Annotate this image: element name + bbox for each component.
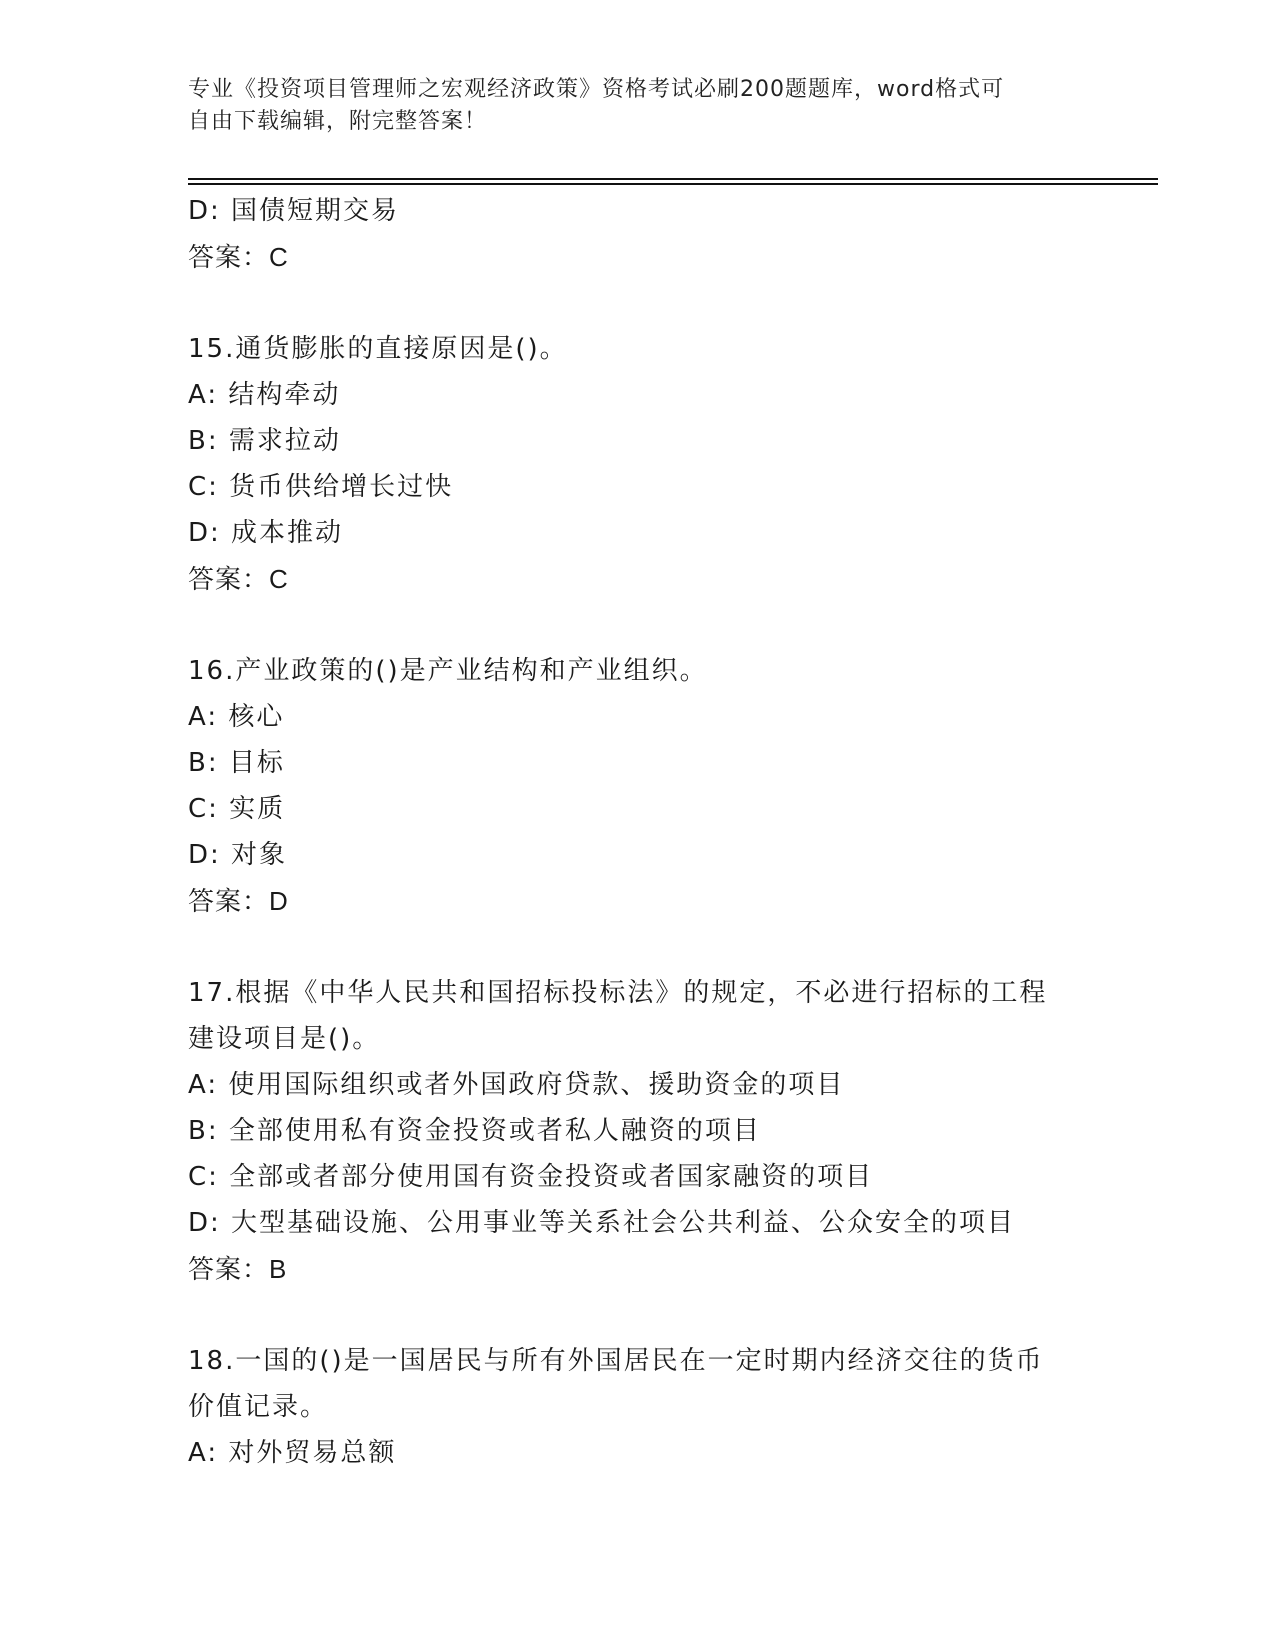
question-text-line-1: 17.根据《中华人民共和国招标投标法》的规定，不必进行招标的工程 [188, 978, 1048, 1008]
question-text-line-1: 18.一国的()是一国居民与所有外国居民在一定时期内经济交往的货币 [188, 1346, 1044, 1376]
option-b: B: 需求拉动 [188, 426, 341, 456]
answer-line: 答案：C [188, 564, 289, 594]
header-divider-top [188, 178, 1158, 180]
option-a: A: 对外贸易总额 [188, 1438, 397, 1468]
question-block-15 [188, 326, 1088, 602]
header-title-line-1: 专业《投资项目管理师之宏观经济政策》资格考试必刷200题题库，word格式可 [188, 77, 1005, 102]
option-d: D: 对象 [188, 840, 288, 870]
answer-line: 答案：C [188, 242, 289, 272]
document-header [188, 74, 1088, 138]
question-block-16 [188, 648, 1088, 924]
question-text-line-2: 建设项目是()。 [188, 1024, 381, 1054]
option-b: B: 目标 [188, 748, 285, 778]
option-d: D: 大型基础设施、公用事业等关系社会公共利益、公众安全的项目 [188, 1208, 1016, 1238]
spacer [188, 602, 1088, 648]
spacer [188, 924, 1088, 970]
spacer [188, 280, 1088, 326]
option-d: D: 成本推动 [188, 518, 344, 548]
option-d: D: 国债短期交易 [188, 196, 400, 226]
question-text: 15.通货膨胀的直接原因是()。 [188, 334, 568, 364]
option-c: C: 全部或者部分使用国有资金投资或者国家融资的项目 [188, 1162, 874, 1192]
answer-line: 答案：B [188, 1254, 288, 1284]
option-b: B: 全部使用私有资金投资或者私人融资的项目 [188, 1116, 761, 1146]
question-block-17 [188, 970, 1088, 1292]
question-block-prev [188, 188, 1088, 280]
header-title-line-2: 自由下载编辑，附完整答案！ [188, 109, 488, 134]
spacer [188, 1292, 1088, 1338]
option-a: A: 核心 [188, 702, 285, 732]
option-a: A: 结构牵动 [188, 380, 341, 410]
answer-line: 答案：D [188, 886, 289, 916]
question-text: 16.产业政策的()是产业结构和产业组织。 [188, 656, 708, 686]
question-list [188, 188, 1088, 1476]
question-text-line-2: 价值记录。 [188, 1392, 329, 1422]
question-block-18 [188, 1338, 1088, 1476]
option-c: C: 实质 [188, 794, 286, 824]
header-divider-bottom [188, 183, 1158, 185]
option-a: A: 使用国际组织或者外国政府贷款、援助资金的项目 [188, 1070, 845, 1100]
option-c: C: 货币供给增长过快 [188, 472, 454, 502]
